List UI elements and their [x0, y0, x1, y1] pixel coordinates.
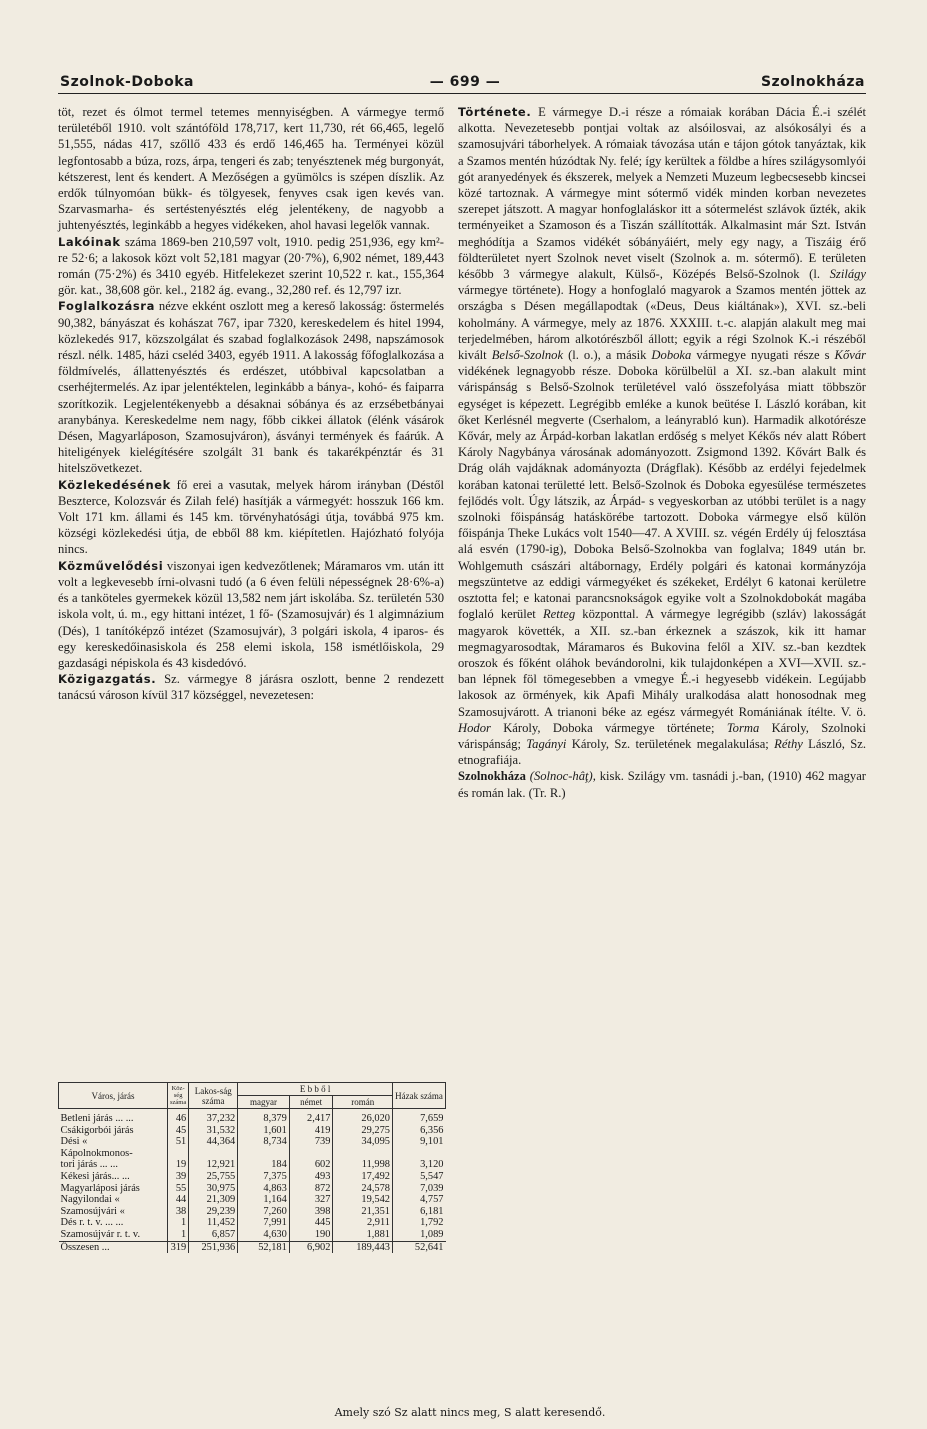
table-row: [59, 1148, 446, 1160]
th-ebbol: E b b ő l: [238, 1083, 393, 1096]
paragraph-geology: töt, rezet és ólmot termel tetemes mennyiségben. A vármegye termő területéből 1910. volt szántóföld 178,717, kert 11,730, rét 66,465, legelő 51,555, nádas 417, szőllő 433 és erdő 146,465 ha. Terményei közül legfontosabb a búza, rozs, árpa, tengeri és zab; tenyésztenek még burgonyát, kétszerest, lent és kendert. A Mezőségen a gyümölcs is szépen díszlik. Az erdők túlnyomóan bükk- és tölgyesek, fenyves csak igen kevés van. Szarvasmarha- és sertéstenyésztés elég jelentékeny, de nagyobb a juhtenyésztés, leginkább a hegyes vidékeken, ahol havasi legelők vannak.: [58, 105, 444, 233]
cell-m: 1,164: [238, 1194, 290, 1206]
cell-r: 26,020: [333, 1109, 393, 1125]
table-row: [59, 1125, 446, 1137]
cell-r: 2,911: [333, 1217, 393, 1229]
cell-h: 6,356: [393, 1125, 446, 1137]
cell-k: 39: [168, 1171, 189, 1183]
cell-k: 319: [168, 1241, 189, 1253]
cell-name: Csákigorbói járás: [60, 1124, 134, 1136]
th-lakos: Lakos-ság száma: [189, 1083, 238, 1109]
cell-r: 19,542: [333, 1194, 393, 1206]
cell-m: 4,630: [238, 1229, 290, 1241]
th-nemet: német: [289, 1096, 333, 1109]
cell-h: 1,089: [393, 1229, 446, 1241]
cell-r: 24,578: [333, 1183, 393, 1195]
cell-r: 189,443: [333, 1241, 393, 1253]
paragraph-education: Közművelődési viszonyai igen kedvezőtlenek; Máramaros vm. után itt volt a legkevesebb írni-olvasni tudó (a 6 éven felüli népességnek 28·6%-a) és a tanköteles gyermekek közül 13,582 nem járt iskolába. Sz. területén 530 iskola volt, ú. m., egy hittani intézet, 1 fő- (Szamosujvár) és 1 algimnázium (Dés), 1 tanítóképző intézet (Szamosujvár), 3 polgári iskola, 4 iparos- és egy kereskedőinasiskola és 258 elemi iskola, 158 ismétlőiskola, 29 gazdasági népiskola és 43 kisdedóvó.: [58, 558, 444, 670]
cell-h: 6,181: [393, 1206, 446, 1218]
cell-n: 327: [289, 1194, 333, 1206]
section-head-history: Története.: [458, 105, 532, 119]
cell-l: 6,857: [189, 1229, 238, 1241]
paragraph-transport: Közlekedésének fő erei a vasutak, melyek három irányban (Déstől Beszterce, Kolozsvár és Zilah felé) hasítják a vármegyét: hosszuk 166 km. Volt 171 km. állami és 145 km. törvényhatósági útja, továbbá 975 km. községi közlekedési útja, de ebből 88 km. kiépítetlen. Hajózható folyója nincs.: [58, 477, 444, 557]
cell-r: [333, 1148, 393, 1160]
header-rule: [58, 93, 866, 94]
cell-name: Magyarláposi járás: [60, 1182, 140, 1194]
cell-m: 1,601: [238, 1125, 290, 1137]
cell-l: 30,975: [189, 1183, 238, 1195]
th-roman: román: [333, 1096, 393, 1109]
district-table: [58, 1082, 446, 1253]
table-row: [59, 1206, 446, 1218]
th-kozseg: Köz-ség száma: [168, 1083, 189, 1109]
cell-r: 17,492: [333, 1171, 393, 1183]
cell-name: Betleni járás ... ...: [60, 1113, 134, 1124]
right-column: [458, 104, 866, 801]
table-row: [59, 1159, 446, 1171]
cell-name: tori járás ... ...: [60, 1159, 118, 1171]
cell-n: 445: [289, 1217, 333, 1229]
cell-r: 1,881: [333, 1229, 393, 1241]
cell-name: Szamosújvár r. t. v.: [60, 1228, 141, 1240]
cell-n: 6,902: [289, 1241, 333, 1253]
cell-k: 38: [168, 1206, 189, 1218]
section-head-population: Lakóinak: [58, 234, 121, 249]
cell-m: 7,375: [238, 1171, 290, 1183]
paragraph-history: Története. E vármegye D.-i része a rómaiak korában Dácia É.-i szélét alkotta. Nevezetesebb pontjai voltak az alsóilosvai, az alsókosályi és a szamosujvári táborhelyek. A rómaiak távozása után e tájon gótok tanyáztak, kik a Szamos mentén húzódtak Ny. felé; így kerültek a földbe a híres szilágysomlyói gót aranyedények és ékszerek, melyek a Nemzeti Muzeum legbecsesebb kincsei közé tartoznak. A vármegye mint sótermő vidék minden korban nevezetes szerepet játszott. A magyar honfoglaláskor itt a sótermelést szlávok űzték, akik terményeiket a Szamoson és a Tiszán szállították. Alkalmasint már Szt. István meghódítja a Szamos vidékét sóbányáiért, mely egy nagy, a Tiszáig érő földterületet nyert Szolnok nevet viselt (Szolnok a. m. sótermő). E területen később 3 vármegye alakult, Külső-, Középés Belső-Szolnok (l. Szilágy vármegye története). Hogy a honfoglaló magyarok a Szamos mentén jöttek az országba s Désen megállapodtak («Deus, Deus kiáltának»), XVI. sz.-beli koholmány. A vármegye, mely az 1876. XXXIII. t.-c. alapján alakult meg mai terjedelmében, három alkotórészből állott; egyik a régi Szolnok K.-i részéből kivált Belső-Szolnok (l. o.), a másik Doboka vármegye nyugati része s Kővár vidékének legnagyobb része. Doboka körülbelül a XI. sz.-ban alakult mint várispánság s Belső-Szolnok területével való összefolyása miatt többször egységet is képezett. Legrégibb emléke a kunok beütése I. László korában, kit őket Kerlésnél megverte (Cserhalom, a leányrabló kun). Harmadik alkotórésze Kővár, mely az Árpád-korban lakatlan erdőség s melyet Kékős név alatt Róbert Károly Nagybánya városának adományozott. Zsigmond 1392. Kővárt Balk és Drág oláh vajdáknak adományozta (Drágflak). Később az erdélyi fejedelmek korában katonai területté lett. Belső-Szolnok és Doboka egyesülése természetes fejlődés volt. Úgy látszik, az Árpád- s vegyeskorban az utóbbi terület is a nagy szolnoki főispánság hatáskörébe tartozott. Doboka vármegye első külön főispánja Theke Lukács volt 1540—47. A XVIII. sz. végén Erdély új felosztása alá esvén (1790-ig), Doboka Belső-Szolnokba van foglalva; 1849 után br. Wohlgemuth császári altábornagy, Erdély polgári és katonai kormányzója megszüntetve az eddigi vármegyéket és székeket, Erdélyt 6 katonai kerületre osztotta fel; e katonai parancsnokságok egyike volt a Szolnokdobokát magába foglaló kerület Retteg központtal. A vármegye legrégibb (szláv) lakosságát magyarok követték, a XII. sz.-ban érkeznek a szászok, kik itt hamar megmagyarosodtak, Máramaros és Bukovina felől a XIV. sz.-ban kezdtek oroszok és főként oláhok bevándorolni, kik tulajdonképen a XVI—XVII. sz.-ban lépnek föl tömegesebben a vmegye É.-i hegyesebb vidékein. Legújabb lakosok az örmények, kik Apafi Mihály uralkodása alatt honosodnak meg Szamosujvárott. A trianoni béke az egész vármegyét Romániának ítélte. V. ö. Hodor Károly, Doboka vármegye története; Torma Károly, Szolnoki várispánság; Tagányi Károly, Sz. területének megalakulása; Réthy László, Sz. etnografiája.: [458, 105, 867, 768]
section-head-occupation: Foglalkozásra: [58, 299, 155, 314]
table-total-row: [59, 1241, 446, 1253]
cell-h: 9,101: [393, 1136, 446, 1148]
cell-name: Dési «: [60, 1136, 88, 1148]
cell-name: Kápolnokmonos-: [60, 1147, 133, 1159]
cell-k: 51: [168, 1136, 189, 1148]
cell-k: 1: [168, 1217, 189, 1229]
cell-m: 8,734: [238, 1136, 290, 1148]
cell-name: Dés r. t. v. ... ...: [60, 1217, 124, 1229]
cell-m: 8,379: [238, 1109, 290, 1125]
cell-l: 44,364: [189, 1136, 238, 1148]
cell-name: Összesen ...: [59, 1241, 168, 1253]
table-row: [59, 1183, 446, 1195]
cell-l: 29,239: [189, 1206, 238, 1218]
th-magyar: magyar: [238, 1096, 290, 1109]
cell-n: [289, 1148, 333, 1160]
cell-l: 37,232: [189, 1109, 238, 1125]
cell-m: 4,863: [238, 1183, 290, 1195]
cell-n: 602: [289, 1159, 333, 1171]
cell-r: 11,998: [333, 1159, 393, 1171]
cell-m: 52,181: [238, 1241, 290, 1253]
section-head-administration: Közigazgatás.: [58, 672, 157, 687]
cell-k: 55: [168, 1183, 189, 1195]
cell-n: 419: [289, 1125, 333, 1137]
footer-note: Amely szó Sz alatt nincs meg, S alatt keresendő.: [334, 1406, 606, 1419]
cell-l: 251,936: [189, 1241, 238, 1253]
cell-m: 7,260: [238, 1206, 290, 1218]
cell-name: Szamosújvári «: [60, 1205, 125, 1217]
cell-l: [189, 1148, 238, 1160]
cell-l: 31,532: [189, 1125, 238, 1137]
cell-h: 52,641: [393, 1241, 446, 1253]
left-column: [58, 104, 444, 704]
section-head-education: Közművelődési: [58, 558, 164, 573]
cell-n: 398: [289, 1206, 333, 1218]
cell-l: 25,755: [189, 1171, 238, 1183]
page-number: — 699 —: [429, 74, 501, 90]
cell-h: 7,659: [393, 1109, 446, 1125]
section-head-transport: Közlekedésének: [58, 477, 171, 492]
running-head-right: Szolnokháza: [760, 74, 865, 90]
cell-n: 2,417: [289, 1109, 333, 1125]
cell-h: 3,120: [393, 1159, 446, 1171]
cell-name: Kékesi járás... ...: [60, 1170, 130, 1182]
th-hazak: Házak száma: [393, 1083, 446, 1109]
cell-l: 12,921: [189, 1159, 238, 1171]
cell-n: 493: [289, 1171, 333, 1183]
paragraph-population: Lakóinak száma 1869-ben 210,597 volt, 1910. pedig 251,936, egy km²-re 52·6; a lakosok közt volt 52,181 magyar (20·7%), 6,902 német, 189,443 román (75·2%) és 3410 egyéb. Hitfelekezet szerint 10,522 r. kat., 155,364 gör. kat., 38,608 gör. kel., 2182 ág. evang., 32,280 ref. és 12,797 izr.: [58, 234, 445, 298]
cell-r: 34,095: [333, 1136, 393, 1148]
cell-h: 7,039: [393, 1183, 446, 1195]
cell-l: 21,309: [189, 1194, 238, 1206]
table-row: [59, 1194, 446, 1206]
cell-n: 190: [289, 1229, 333, 1241]
cell-m: 184: [238, 1159, 290, 1171]
cell-r: 21,351: [333, 1206, 393, 1218]
cell-name: Nagyilondai «: [60, 1194, 120, 1206]
cell-k: 44: [168, 1194, 189, 1206]
cell-h: 4,757: [393, 1194, 446, 1206]
cell-k: 45: [168, 1125, 189, 1137]
cell-n: 872: [289, 1183, 333, 1195]
cell-m: [238, 1148, 290, 1160]
cell-h: 1,792: [393, 1217, 446, 1229]
cell-l: 11,452: [189, 1217, 238, 1229]
table-row: [59, 1217, 446, 1229]
cell-k: [168, 1148, 189, 1160]
cell-n: 739: [289, 1136, 333, 1148]
cell-h: [393, 1148, 446, 1160]
paragraph-administration: Közigazgatás. Sz. vármegye 8 járásra oszlott, benne 2 rendezett tanácsú városon kívül 317 községgel, nevezetesen:: [58, 672, 444, 703]
cell-k: 1: [168, 1229, 189, 1241]
paragraph-szolnokhaza: Szolnokháza (Solnoc-hâţ), kisk. Szilágy vm. tasnádi j.-ban, (1910) 462 magyar és román lak. (Tr. R.): [458, 769, 867, 800]
entry-head-szolnokhaza: Szolnokháza: [458, 769, 526, 784]
table-row: [59, 1229, 446, 1241]
cell-r: 29,275: [333, 1125, 393, 1137]
running-head-left: Szolnok-Doboka: [60, 74, 194, 90]
cell-h: 5,547: [393, 1171, 446, 1183]
table-row: [59, 1171, 446, 1183]
paragraph-occupation: Foglalkozásra nézve ekként oszlott meg a kereső lakosság: őstermelés 90,382, bányászat és kohászat 767, ipar 7320, kereskedelem és hitel 1994, közlekedés 917, közszolgálat és szabad foglalkozások 2498, napszámosok részl. nélk. 1485, házi cseléd 3403, egyéb 1911. A lakosság főfoglalkozása a földmívelés, állattenyésztés és erdészet, utóbbival kapcsolatban a cserhéjtermelés. Az ipar jelentéktelen, leginkább a bánya-, kohó- és faiparra szorítkozik. Legjelentékenyebb a désaknai sóbánya és az erzsébetbányai aranybánya. Kereskedelme nem nagy, főbb cikkei állatok (élénk vásárok Désen, Magyarláposon, Szamosujváron), ásványi termények és faárúk. A hiteligények kielégítésére szolgált 31 bank és takarékpénztár és 31 hitelszövetkezet.: [58, 299, 444, 476]
th-city: Város, járás: [59, 1083, 168, 1109]
cell-k: 19: [168, 1159, 189, 1171]
cell-m: 7,991: [238, 1217, 290, 1229]
table-row: [59, 1109, 446, 1125]
cell-k: 46: [168, 1109, 189, 1125]
table-row: [59, 1136, 446, 1148]
